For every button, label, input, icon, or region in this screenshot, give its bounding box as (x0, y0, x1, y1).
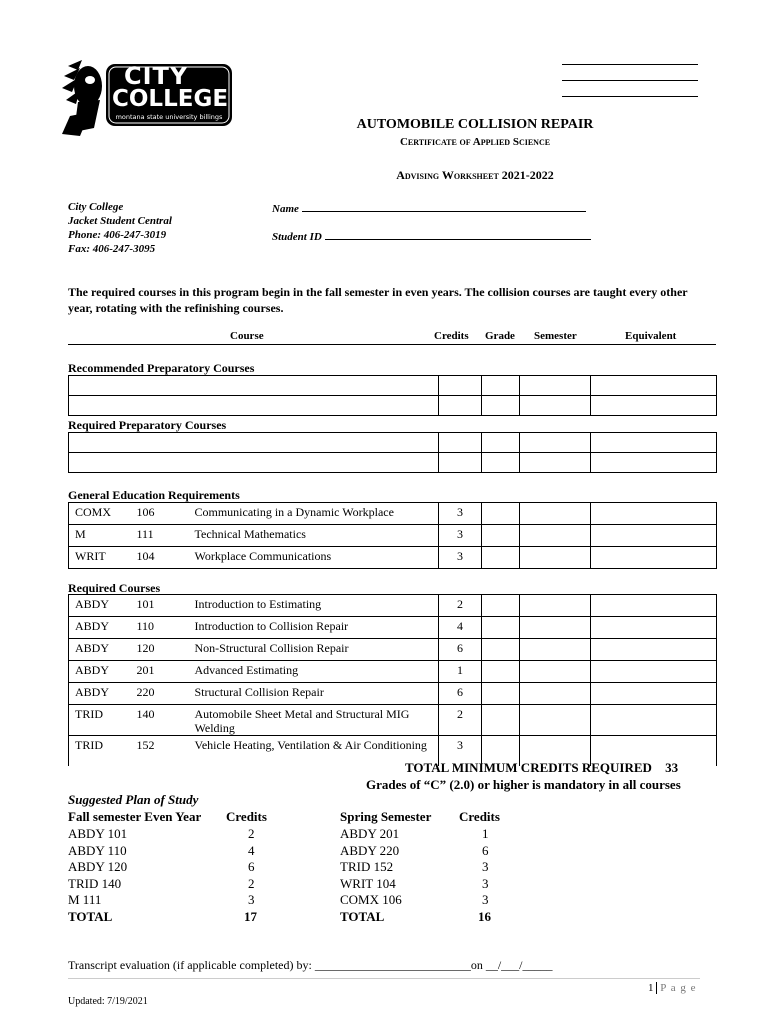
course-credits: 2 (439, 595, 482, 617)
course-number: 201 (131, 661, 189, 683)
course-title: Non-Structural Collision Repair (189, 639, 439, 661)
grade-cell[interactable] (482, 639, 520, 661)
equivalent-cell[interactable] (591, 595, 717, 617)
contact-line-4: Fax: 406-247-3095 (68, 243, 156, 255)
course-credits: 2 (439, 705, 482, 736)
course-credits: 4 (439, 617, 482, 639)
updated-date: Updated: 7/19/2021 (68, 996, 148, 1007)
equivalent-cell[interactable] (591, 705, 717, 736)
course-title: Automobile Sheet Metal and Structural MIG Welding (189, 705, 439, 736)
col-equivalent: Equivalent (625, 330, 677, 342)
contact-line-1: City College (68, 201, 124, 213)
gen-ed-table (68, 502, 717, 569)
table-row (69, 453, 717, 473)
list-item: COMX 106 3 (340, 892, 489, 907)
semester-cell[interactable] (520, 617, 591, 639)
equivalent-cell[interactable] (591, 525, 717, 547)
grades-note: Grades of “C” (2.0) or higher is mandatory in all courses (366, 777, 681, 792)
course-prefix: ABDY (69, 595, 131, 617)
course-title: Workplace Communications (189, 547, 439, 569)
name-field[interactable] (302, 200, 586, 212)
plan-heading: Suggested Plan of Study (68, 792, 199, 807)
spring-heading: Spring Semester (340, 809, 432, 824)
course-prefix: COMX (69, 503, 131, 525)
semester-cell[interactable] (520, 503, 591, 525)
logo-city-text: CITY (124, 62, 189, 90)
list-item: M 111 3 (68, 892, 255, 907)
equivalent-cell[interactable] (591, 639, 717, 661)
course-credits: 3 (439, 547, 482, 569)
name-field-row (272, 200, 586, 216)
course-number: 140 (131, 705, 189, 736)
col-semester: Semester (534, 330, 577, 342)
spring-credits-heading: Credits (459, 809, 500, 824)
course-number: 111 (131, 525, 189, 547)
course-prefix: M (69, 525, 131, 547)
semester-cell[interactable] (520, 639, 591, 661)
course-prefix: WRIT (69, 547, 131, 569)
course-credits: 6 (439, 639, 482, 661)
worksheet-title: Advising Worksheet 2021-2022 (396, 168, 554, 182)
student-id-field-row (272, 228, 591, 244)
equivalent-cell[interactable] (591, 683, 717, 705)
course-title: Technical Mathematics (189, 525, 439, 547)
grade-cell[interactable] (482, 683, 520, 705)
table-row (69, 503, 717, 525)
course-number: 152 (131, 736, 189, 767)
equivalent-cell[interactable] (591, 503, 717, 525)
table-row (69, 705, 717, 736)
page-number: 1 P a g e (648, 982, 697, 994)
section-required: Required Courses (68, 581, 161, 595)
fall-heading: Fall semester Even Year (68, 809, 202, 824)
recommended-table (68, 375, 717, 416)
equivalent-cell[interactable] (591, 661, 717, 683)
transcript-evaluation: Transcript evaluation (if applicable completed) by: __________________________on __/___/_____ (68, 958, 553, 972)
table-row (69, 525, 717, 547)
semester-cell[interactable] (520, 547, 591, 569)
semester-cell[interactable] (520, 705, 591, 736)
course-number: 110 (131, 617, 189, 639)
course-number: 104 (131, 547, 189, 569)
section-gen-ed: General Education Requirements (68, 488, 240, 502)
table-row (69, 595, 717, 617)
table-row (69, 376, 717, 396)
list-item: ABDY 120 6 (68, 859, 255, 874)
required-prep-table (68, 432, 717, 473)
course-title: Introduction to Collision Repair (189, 617, 439, 639)
course-prefix: ABDY (69, 617, 131, 639)
course-title: Vehicle Heating, Ventilation & Air Conditioning (189, 736, 439, 767)
semester-cell[interactable] (520, 595, 591, 617)
col-grade: Grade (485, 330, 515, 342)
section-required-prep: Required Preparatory Courses (68, 418, 227, 432)
course-title: Communicating in a Dynamic Workplace (189, 503, 439, 525)
course-credits: 3 (439, 525, 482, 547)
list-item: ABDY 110 4 (68, 842, 255, 858)
table-row (69, 396, 717, 416)
grade-cell[interactable] (482, 503, 520, 525)
page-title: AUTOMOBILE COLLISION REPAIR (356, 117, 594, 132)
fall-credits-heading: Credits (226, 809, 267, 824)
table-row (69, 433, 717, 453)
section-recommended: Recommended Preparatory Courses (68, 361, 255, 375)
list-item: ABDY 101 2 (68, 826, 255, 841)
course-prefix: TRID (69, 736, 131, 767)
course-credits: 6 (439, 683, 482, 705)
table-row (69, 683, 717, 705)
grade-cell[interactable] (482, 547, 520, 569)
student-id-field[interactable] (325, 228, 591, 240)
header-blank-line-3 (562, 96, 698, 97)
contact-line-2: Jacket Student Central (68, 215, 172, 227)
course-title: Advanced Estimating (189, 661, 439, 683)
semester-cell[interactable] (520, 683, 591, 705)
name-label: Name (272, 203, 299, 215)
spring-total-row: TOTAL 16 (340, 908, 491, 924)
header-blank-line-2 (562, 80, 698, 81)
course-number: 220 (131, 683, 189, 705)
grade-cell[interactable] (482, 661, 520, 683)
required-courses-table (68, 594, 717, 766)
list-item: ABDY 201 1 (340, 826, 489, 841)
course-number: 101 (131, 595, 189, 617)
table-row (69, 617, 717, 639)
fall-total-row: TOTAL 17 (68, 908, 257, 924)
footer-divider (68, 978, 700, 979)
course-credits: 3 (439, 736, 482, 767)
equivalent-cell[interactable] (591, 547, 717, 569)
list-item: WRIT 104 3 (340, 875, 489, 891)
course-prefix: ABDY (69, 683, 131, 705)
equivalent-cell[interactable] (591, 617, 717, 639)
logo-tagline: montana state university billings (115, 113, 223, 121)
table-row (69, 639, 717, 661)
course-title: Structural Collision Repair (189, 683, 439, 705)
col-credits: Credits (434, 330, 469, 342)
list-item: ABDY 220 6 (340, 842, 489, 858)
course-number: 120 (131, 639, 189, 661)
list-item: TRID 152 3 (340, 859, 489, 874)
course-credits: 3 (439, 503, 482, 525)
grade-cell[interactable] (482, 595, 520, 617)
table-row (69, 547, 717, 569)
course-prefix: ABDY (69, 661, 131, 683)
contact-block (68, 200, 172, 256)
student-id-label: Student ID (272, 231, 322, 243)
semester-cell[interactable] (520, 661, 591, 683)
header-blank-line-1 (562, 64, 698, 65)
table-row (69, 661, 717, 683)
semester-cell[interactable] (520, 525, 591, 547)
column-header-row (68, 330, 716, 345)
grade-cell[interactable] (482, 705, 520, 736)
grade-cell[interactable] (482, 525, 520, 547)
total-credits-label: TOTAL MINIMUM CREDITS REQUIRED (405, 760, 652, 775)
course-prefix: ABDY (69, 639, 131, 661)
course-credits: 1 (439, 661, 482, 683)
fall-plan (68, 809, 288, 925)
course-number: 106 (131, 503, 189, 525)
grade-cell[interactable] (482, 617, 520, 639)
total-credits-row (405, 760, 678, 776)
list-item: TRID 140 2 (68, 875, 255, 891)
course-prefix: TRID (69, 705, 131, 736)
contact-line-3: Phone: 406-247-3019 (68, 229, 167, 241)
spring-plan (340, 809, 520, 925)
total-credits-value: 33 (665, 760, 679, 775)
logo-college-text: COLLEGE (112, 86, 229, 112)
certificate-subtitle: Certificate of Applied Science (399, 136, 551, 148)
col-course: Course (230, 330, 264, 342)
program-intro: The required courses in this program begin in the fall semester in even years. The collision courses are taught every other year, rotating with the refinishing courses. (68, 285, 688, 315)
course-title: Introduction to Estimating (189, 595, 439, 617)
